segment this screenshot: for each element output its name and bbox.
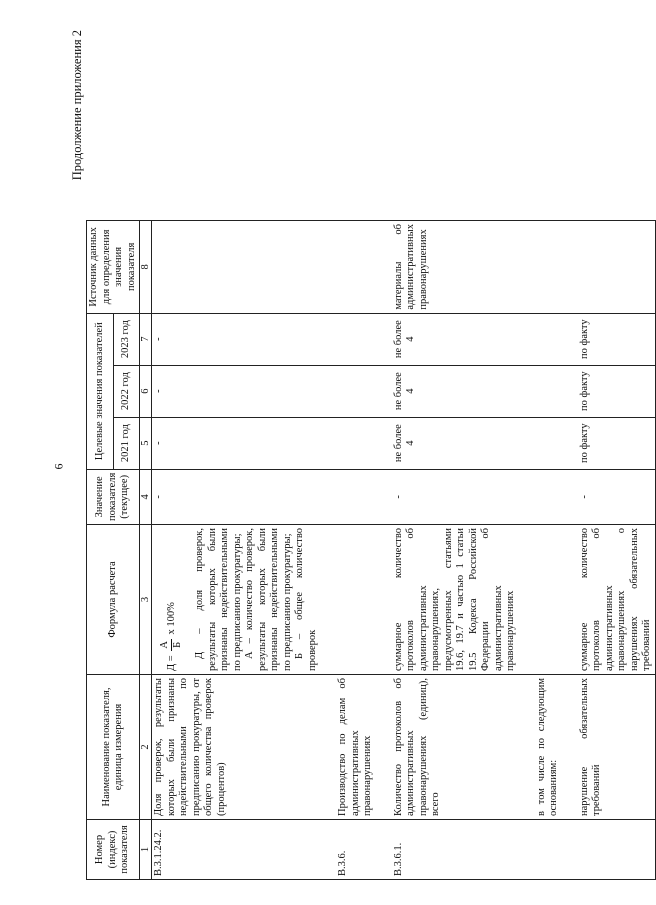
row-formula [535,525,562,675]
row-formula: суммарное количество протоколов об административных правонарушениях о нарушениях обязательных требований [578,525,656,675]
row-number: В.3.6. [336,820,376,880]
col-num-1: 1 [140,820,152,880]
row-source: материалы об административных правонарушениях [392,221,519,314]
col-num-3: 3 [140,525,152,675]
formula-numerator: А [159,641,170,649]
row-2021 [535,417,562,469]
row-2021: - [152,417,321,469]
row-current: - [152,469,321,524]
row-formula: суммарное количество протоколов об административных правонарушениях, предусмотренных статьями 19.6, 19.7 и частью 1 статьи 19.5 Кодекса Российской Федерации об административных правонарушениях [392,525,519,675]
row-current [336,469,376,524]
table-row [392,221,519,880]
header-2022: 2022 год [113,365,140,417]
col-num-8: 8 [140,221,152,314]
row-source [535,221,562,314]
row-2021 [336,417,376,469]
header-name: Наименование показателя, единица измерения [87,675,140,820]
formula-lhs: Д = [165,655,177,671]
table-row [578,221,656,880]
table-row [336,221,376,880]
header-2021: 2021 год [113,417,140,469]
row-name: Доля проверок, результаты которых были признаны недействительными по предписанию прокуратуры, от общего количества проверок (процентов) [152,675,321,820]
col-num-7: 7 [140,313,152,365]
continuation-label: Продолжение приложения 2 [70,30,84,181]
spacer-row [376,221,392,880]
row-current [535,469,562,524]
row-number [535,820,562,880]
row-2022: не более 4 [392,365,519,417]
row-formula [336,525,376,675]
row-2022: по факту [578,365,656,417]
col-num-5: 5 [140,417,152,469]
row-2023: не более 4 [392,313,519,365]
rotated-page-content [70,20,652,880]
row-source [336,221,376,314]
formula-legend-a: А – количество проверок, результаты которых были признаны недействительными по предписанию прокуратуры; [244,528,293,671]
header-source: Источник данных для определения значения показателя [87,221,140,314]
table-row [535,221,562,880]
row-2022 [535,365,562,417]
row-2023: по факту [578,313,656,365]
formula-denominator: Б [172,641,183,648]
row-number: В.3.1.24.2. [152,820,321,880]
row-source [152,221,321,314]
row-2021: по факту [578,417,656,469]
formula-legend-b: Б – общее количество проверок [294,528,318,671]
page-number: 6 [51,463,66,470]
col-num-6: 6 [140,365,152,417]
row-number: В.3.6.1. [392,820,519,880]
header-2023: 2023 год [113,313,140,365]
formula-expression [153,528,194,671]
header-number: Номер (индекс) показателя [87,820,140,880]
row-name: в том числе по следующим основаниям: [535,675,562,820]
row-number [578,820,656,880]
header-formula: Формула расчета [87,525,140,675]
col-num-4: 4 [140,469,152,524]
formula-rhs: x 100% [165,602,177,635]
row-2023 [336,313,376,365]
row-2022: - [152,365,321,417]
row-name: Производство по делам об административных правонарушениях [336,675,376,820]
formula-legend-d: Д – доля проверок, результаты которых были признаны недействительными по предписанию прокуратуры; [194,528,243,671]
header-current: Значение показателя (текущее) [87,469,140,524]
indicators-table [86,220,656,880]
col-num-2: 2 [140,675,152,820]
spacer-row [320,221,336,880]
row-current: - [392,469,519,524]
row-formula [152,525,321,675]
header-targets: Целевые значения показателей [87,313,114,469]
row-2021: не более 4 [392,417,519,469]
formula-fraction [159,639,184,651]
table-row [152,221,321,880]
row-2023: - [152,313,321,365]
row-name: Количество протоколов об административных правонарушениях (единиц), всего [392,675,519,820]
row-current: - [578,469,656,524]
spacer-row [562,221,578,880]
row-2022 [336,365,376,417]
row-name: нарушение обязательных требований [578,675,656,820]
row-2023 [535,313,562,365]
spacer-row [519,221,535,880]
row-source [578,221,656,314]
